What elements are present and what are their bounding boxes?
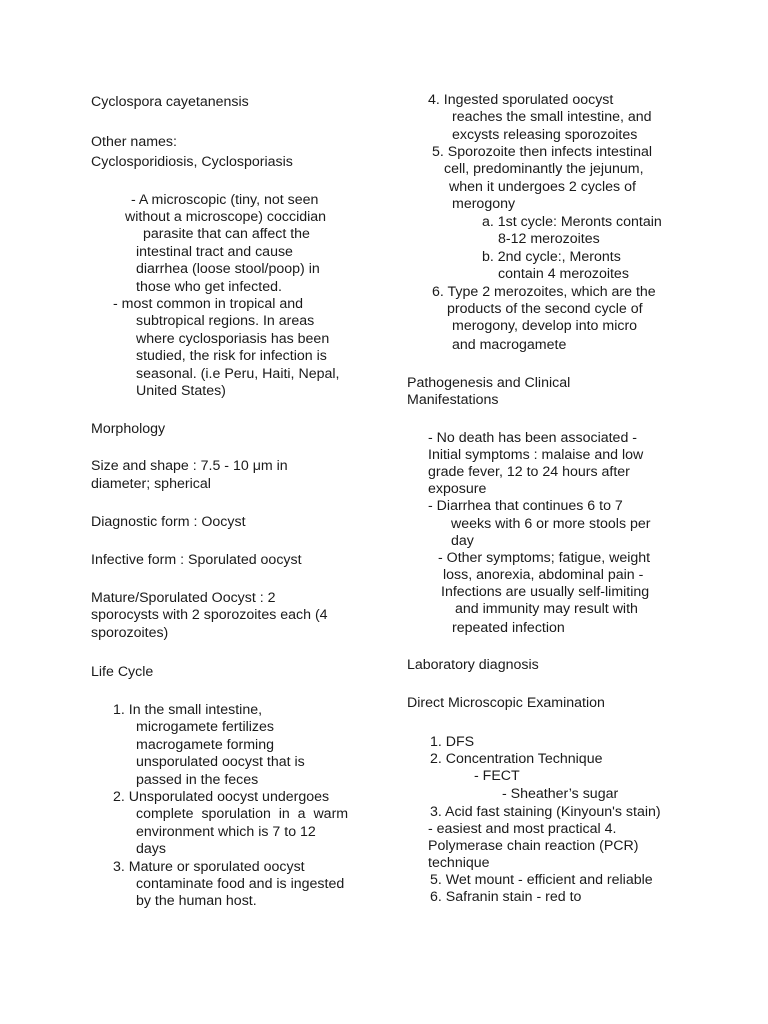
life-cycle-step: merogony — [452, 196, 516, 212]
life-cycle-step: 6. Type 2 merozoites, which are the — [432, 284, 656, 300]
lab-method-item: Polymerase chain reaction (PCR) — [428, 838, 639, 854]
lab-method-item: 2. Concentration Technique — [430, 751, 603, 767]
lab-method-item: 6. Safranin stain - red to — [430, 889, 582, 905]
lab-method-item: - easiest and most practical 4. — [428, 821, 617, 837]
life-cycle-step: macrogamete forming — [136, 737, 274, 753]
life-cycle-step: 1. In the small intestine, — [113, 702, 263, 718]
life-cycle-heading: Life Cycle — [91, 664, 154, 680]
lab-method-subitem: - Sheather’s sugar — [502, 786, 619, 802]
life-cycle-step: contaminate food and is ingested — [136, 876, 345, 892]
pathogenesis-heading: Pathogenesis and Clinical — [407, 375, 571, 391]
life-cycle-step: cell, predominantly the jejunum, — [444, 161, 644, 177]
life-cycle-step: days — [136, 841, 166, 857]
lab-method-item: 5. Wet mount - efficient and reliable — [430, 872, 653, 888]
lab-method-item: 1. DFS — [430, 734, 475, 750]
other-names-value: Cyclosporidiosis, Cyclosporiasis — [91, 154, 293, 170]
life-cycle-substep: 8-12 merozoites — [498, 231, 600, 247]
lab-diagnosis-heading: Laboratory diagnosis — [407, 657, 539, 673]
life-cycle-step: 4. Ingested sporulated oocyst — [428, 92, 614, 108]
mature-oocyst-line: Mature/Sporulated Oocyst : 2 — [91, 590, 276, 606]
description-line: - most common in tropical and — [113, 296, 304, 312]
infective-form: Infective form : Sporulated oocyst — [91, 552, 302, 568]
life-cycle-step: by the human host. — [136, 893, 257, 909]
lab-method-item: technique — [428, 855, 490, 871]
pathogenesis-line: and immunity may result with — [455, 601, 638, 617]
pathogenesis-line: Initial symptoms : malaise and low — [428, 447, 644, 463]
description-line: parasite that can affect the — [143, 226, 310, 242]
mature-oocyst-line: sporocysts with 2 sporozoites each (4 — [91, 607, 328, 623]
pathogenesis-line: - Other symptoms; fatigue, weight — [438, 550, 651, 566]
life-cycle-step: environment which is 7 to 12 — [136, 824, 316, 840]
life-cycle-step: complete sporulation in a warm — [136, 806, 349, 822]
life-cycle-step: and macrogamete — [452, 337, 567, 353]
pathogenesis-line: grade fever, 12 to 24 hours after — [428, 464, 630, 480]
description-line: seasonal. (i.e Peru, Haiti, Nepal, — [136, 366, 340, 382]
life-cycle-step: when it undergoes 2 cycles of — [449, 179, 636, 195]
life-cycle-step: 5. Sporozoite then infects intestinal — [432, 144, 653, 160]
lab-method-item: 3. Acid fast staining (Kinyoun's stain) — [430, 804, 661, 820]
description-line: without a microscope) coccidian — [125, 209, 327, 225]
pathogenesis-line: weeks with 6 or more stools per — [451, 516, 651, 532]
description-line: - A microscopic (tiny, not seen — [131, 192, 319, 208]
pathogenesis-heading: Manifestations — [407, 392, 499, 408]
life-cycle-step: microgamete fertilizes — [136, 719, 274, 735]
life-cycle-substep: b. 2nd cycle:, Meronts — [482, 249, 621, 265]
description-line: subtropical regions. In areas — [136, 313, 315, 329]
life-cycle-step: 3. Mature or sporulated oocyst — [113, 859, 305, 875]
lab-method-subitem: - FECT — [474, 768, 520, 784]
life-cycle-step: excysts releasing sporozoites — [452, 127, 638, 143]
other-names-label: Other names: — [91, 134, 177, 150]
pathogenesis-line: loss, anorexia, abdominal pain - — [443, 567, 644, 583]
pathogenesis-line: - No death has been associated - — [428, 430, 638, 446]
description-line: United States) — [136, 383, 226, 399]
life-cycle-step: merogony, develop into micro — [452, 318, 638, 334]
pathogenesis-line: - Diarrhea that continues 6 to 7 — [428, 498, 623, 514]
pathogenesis-line: Infections are usually self-limiting — [441, 584, 650, 600]
description-line: those who get infected. — [136, 279, 282, 295]
life-cycle-step: products of the second cycle of — [447, 301, 643, 317]
document-title: Cyclospora cayetanensis — [91, 94, 249, 110]
life-cycle-step: reaches the small intestine, and — [452, 109, 652, 125]
pathogenesis-line: repeated infection — [452, 620, 565, 636]
mature-oocyst-line: sporozoites) — [91, 625, 169, 641]
description-line: studied, the risk for infection is — [136, 348, 327, 364]
morphology-heading: Morphology — [91, 421, 166, 437]
description-line: diarrhea (loose stool/poop) in — [136, 261, 320, 277]
life-cycle-step: passed in the feces — [136, 772, 259, 788]
diagnostic-form: Diagnostic form : Oocyst — [91, 514, 246, 530]
description-line: intestinal tract and cause — [136, 244, 293, 260]
size-shape-line: diameter; spherical — [91, 476, 211, 492]
pathogenesis-line: exposure — [428, 481, 487, 497]
life-cycle-step: 2. Unsporulated oocyst undergoes — [113, 789, 330, 805]
description-line: where cyclosporiasis has been — [136, 331, 330, 347]
direct-exam-heading: Direct Microscopic Examination — [407, 695, 605, 711]
size-shape-line: Size and shape : 7.5 - 10 μm in — [91, 458, 288, 474]
life-cycle-substep: a. 1st cycle: Meronts contain — [482, 214, 662, 230]
life-cycle-step: unsporulated oocyst that is — [136, 754, 305, 770]
life-cycle-substep: contain 4 merozoites — [498, 266, 629, 282]
pathogenesis-line: day — [451, 533, 474, 549]
